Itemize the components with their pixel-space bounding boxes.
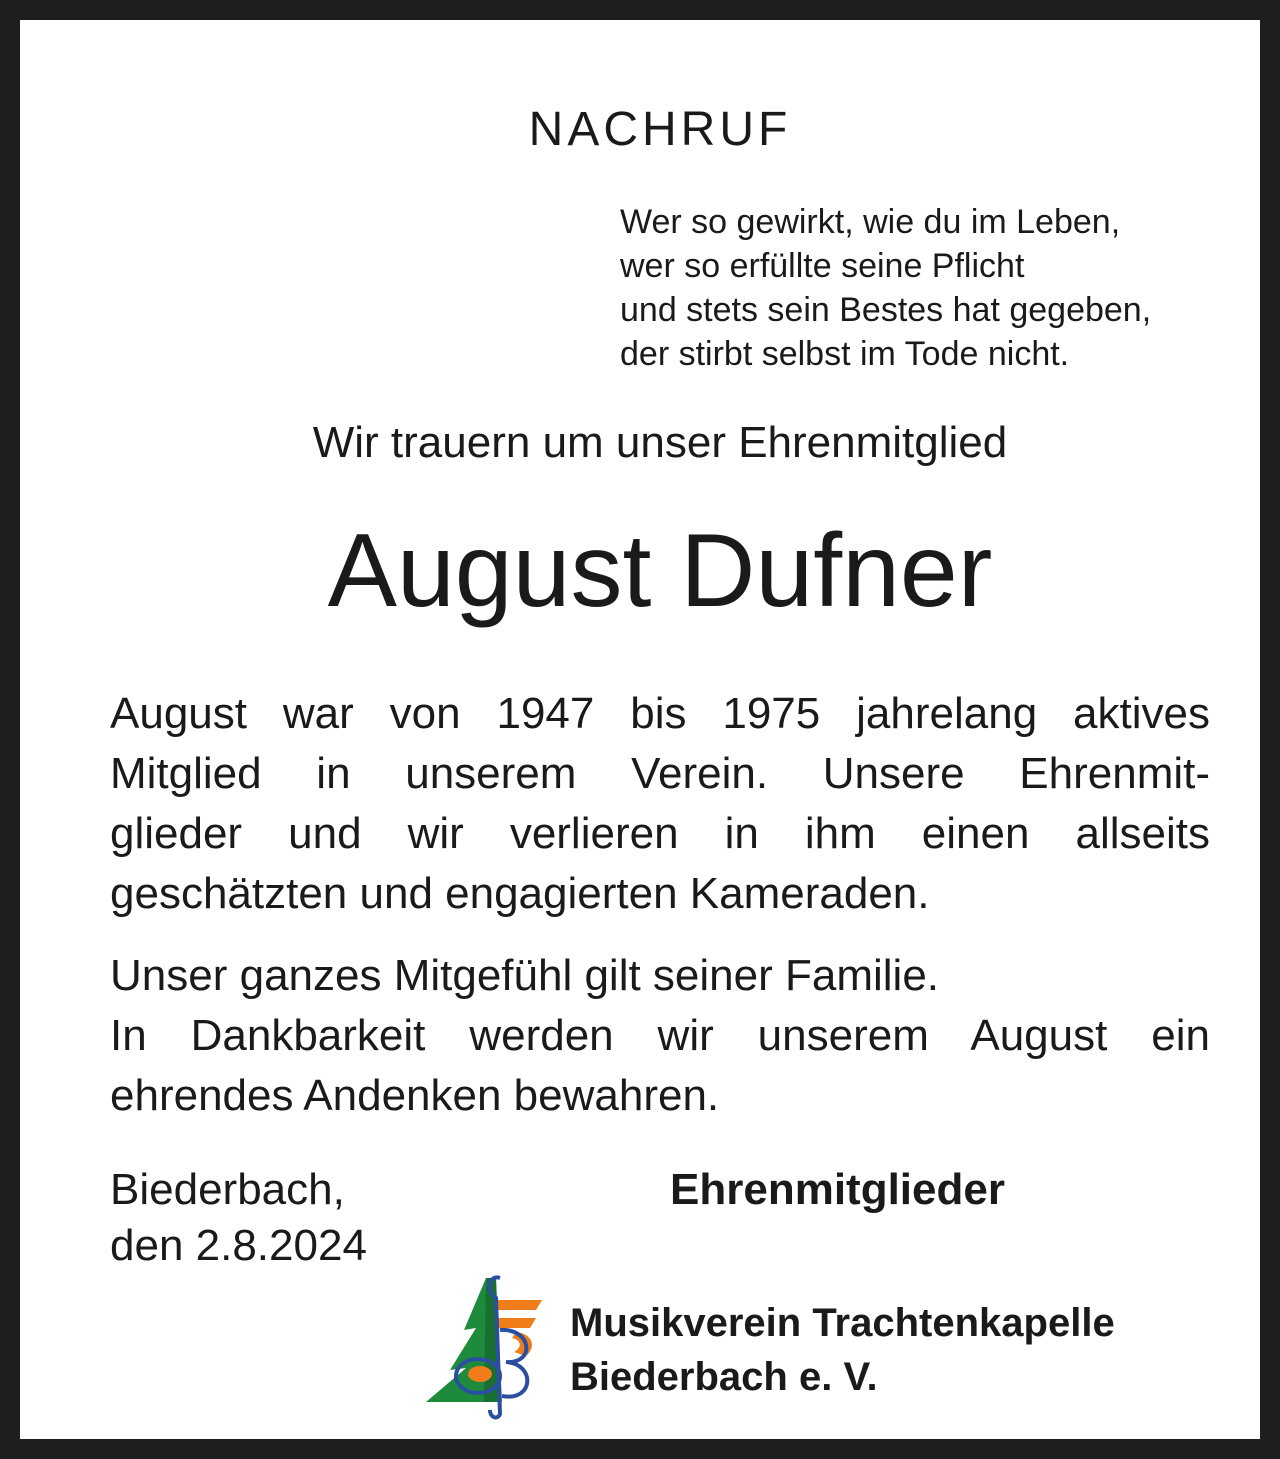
mourning-intro: Wir trauern um unser Ehrenmitglied — [312, 418, 1008, 467]
paragraph-line: geschätzten und engagierten Kameraden. — [110, 869, 930, 918]
club-name — [570, 1296, 1115, 1404]
paragraph-line: ehrendes Andenken bewahren. — [110, 1071, 720, 1120]
poem-line: wer so erfüllte seine Pflicht — [620, 247, 1025, 285]
music-club-logo-icon — [424, 1270, 550, 1420]
paragraph-line: In Dankbarkeit werden wir unserem August ein — [110, 1011, 1210, 1060]
date: den 2.8.2024 — [110, 1221, 367, 1270]
club-name-line: Musikverein Trachtenkapelle — [570, 1301, 1115, 1345]
poem-line: Wer so gewirkt, wie du im Leben, — [620, 203, 1121, 241]
signer: Ehrenmitglieder — [670, 1165, 1005, 1214]
paragraph-membership — [110, 684, 1210, 924]
paragraph-condolence — [110, 946, 1210, 1126]
club-name-line: Biederbach e. V. — [570, 1355, 878, 1399]
paragraph-line: Unser ganzes Mitgefühl gilt seiner Familie. — [110, 951, 940, 1000]
obituary-title: NACHRUF — [528, 103, 792, 156]
poem-line: der stirbt selbst im Tode nicht. — [620, 335, 1070, 373]
note-head — [468, 1366, 492, 1382]
paragraph-line: glieder und wir verlieren in ihm einen allseits — [110, 809, 1210, 858]
poem-line: und stets sein Bestes hat gegeben, — [620, 291, 1152, 329]
flag-bars — [498, 1300, 542, 1310]
paragraph-line: Mitglied in unserem Verein. Unsere Ehrenmit- — [110, 749, 1210, 798]
place: Biederbach, — [110, 1165, 345, 1214]
deceased-name: August Dufner — [327, 513, 993, 629]
paragraph-line: August war von 1947 bis 1975 jahrelang aktives — [110, 689, 1210, 738]
poem — [620, 200, 1151, 376]
place-date — [110, 1162, 367, 1274]
